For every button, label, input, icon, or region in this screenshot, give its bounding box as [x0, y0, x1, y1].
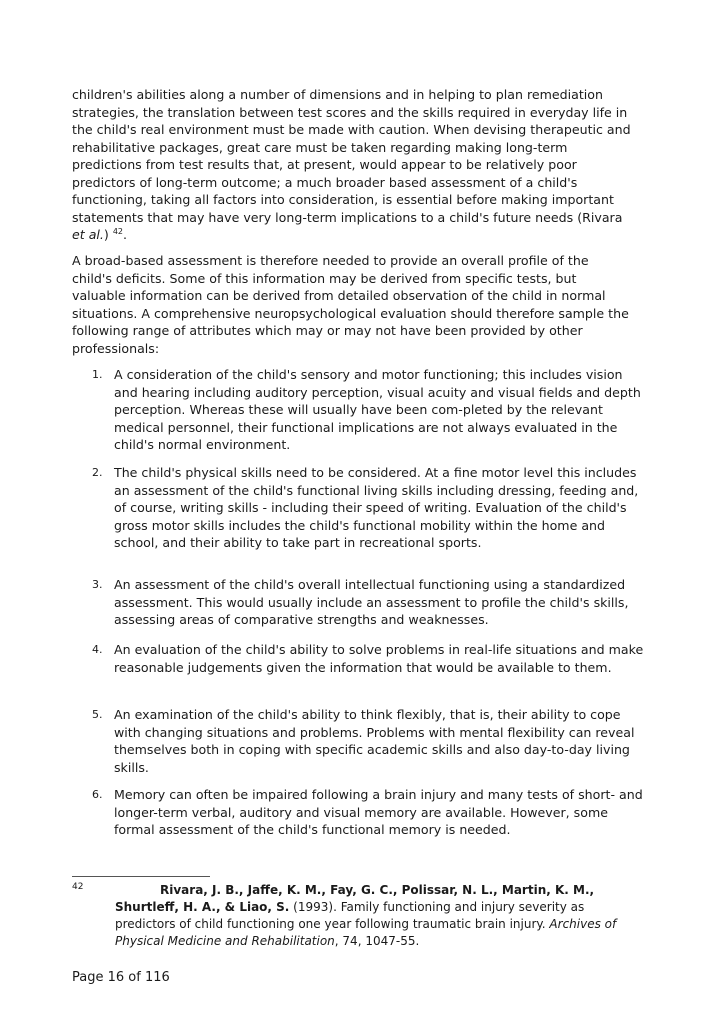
footnote-title: (1993). Family functioning and injury severity as predictors of child functioning one year following traumatic brain injury. [115, 900, 585, 931]
list-text: Memory can often be impaired following a brain injury and many tests of short- and longer-term verbal, auditory and visual memory are available. However, some formal assessment of the child's functional memory is needed. [114, 787, 643, 837]
footnote-volume: , 74, 1047-55. [334, 934, 420, 948]
list-number: 6. [92, 788, 103, 801]
page-number: Page 16 of 116 [72, 970, 170, 985]
list-text: The child's physical skills need to be considered. At a fine motor level this includes an assessment of the child's functional living skills including dressing, feeding and, of course, writing skills - including their speed of writing. Evaluation of the child's gross motor skills includes the child's functional mobility within the home and school, and their ability to take part in recreational sports. [114, 465, 639, 550]
list-text: A consideration of the child's sensory and motor functioning; this includes vision and hearing including auditory perception, visual acuity and visual fields and depth perception. Whereas these will usually have been com-pleted by the relevant medical personnel, their functional implications are not always evaluated in the child's normal environment. [114, 367, 641, 452]
list-number: 2. [92, 466, 103, 479]
list-text: An evaluation of the child's ability to solve problems in real-life situations and make reasonable judgements given the information that would be available to them. [114, 642, 644, 675]
footnote [115, 882, 625, 950]
list-text: An assessment of the child's overall intellectual functioning using a standardized assessment. This would usually include an assessment to profile the child's skills, assessing areas of comparative strengths and weaknesses. [114, 577, 629, 627]
list-number: 1. [92, 368, 103, 381]
list-number: 5. [92, 708, 103, 721]
paragraph-intro [72, 86, 632, 244]
list-number: 4. [92, 643, 103, 656]
paragraph-broad-assessment: A broad-based assessment is therefore needed to provide an overall profile of the child's deficits. Some of this information may be derived from specific tests, but valuable information can be derived from detailed observation of the child in normal situations. A comprehensive neuropsychological evaluation should therefore sample the following range of attributes which may or may not have been provided by other professionals: [72, 253, 629, 356]
paragraph-text: children's abilities along a number of dimensions and in helping to plan remediation strategies, the translation between test scores and the skills required in everyday life in the child's real environment must be made with caution. When devising therapeutic and rehabilitative packages, great care must be taken regarding making long-term predictions from test results that, at present, would appear to be relatively poor predictors of long-term outcome; a much broader based assessment of a child's functioning, taking all factors into consideration, is essential before making important statements that may have very long-term implications to a child's future needs (Rivara [72, 87, 631, 225]
footnote-journal: Archives of Physical Medicine and Rehabilitation [115, 917, 617, 948]
list-text: An examination of the child's ability to think flexibly, that is, their ability to cope with changing situations and problems. Problems with mental flexibility can reveal themselves both in coping with specific academic skills and also day-to-day living skills. [114, 707, 635, 775]
footnote-divider [72, 876, 210, 877]
footnote-marker: 42 [72, 882, 84, 892]
footnote-authors: Rivara, J. B., Jaffe, K. M., Fay, G. C., Polissar, N. L., Martin, K. M., Shurtleff, H. A., & Liao, S. [115, 883, 595, 914]
paragraph-text-end: . [123, 227, 128, 242]
paragraph-text-cont: ) [103, 227, 113, 242]
list-number: 3. [92, 578, 103, 591]
footnote-reference[interactable]: 42 [112, 226, 124, 236]
et-al-italic: et al. [72, 227, 104, 242]
